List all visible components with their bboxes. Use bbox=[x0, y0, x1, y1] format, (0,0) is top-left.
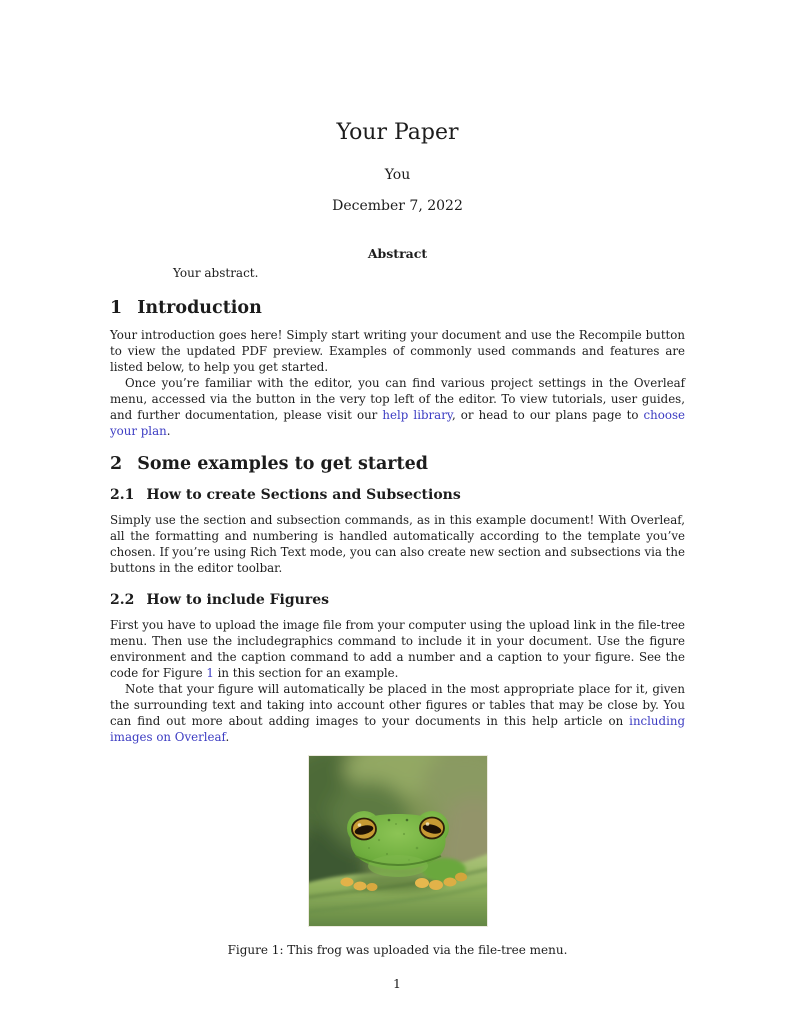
figure-block bbox=[110, 755, 685, 958]
paragraph bbox=[110, 375, 685, 439]
paragraph-text: Your introduction goes here! Simply start writing your document and use the Recompile button to view the updated PDF preview. Examples of commonly used commands and features are listed below, to help you get started. bbox=[110, 328, 685, 374]
paragraph-text: in this section for an example. bbox=[213, 666, 399, 680]
paragraph bbox=[110, 512, 685, 576]
section-title: Introduction bbox=[137, 298, 262, 318]
paragraph-text: . bbox=[166, 424, 171, 438]
paragraph-text: Once you’re familiar with the editor, you can find various project settings in the Overleaf menu, accessed via the button in the very top left of the editor. To view tutorials, user guides, and further documentation, please visit our bbox=[110, 376, 685, 422]
paragraph-text: Note that your figure will automatically be placed in the most appropriate place for it, given the surrounding text and taking into account other figures or tables that may be close by. You can find out more about adding images to your documents in this help article on bbox=[110, 682, 685, 728]
section-heading-examples bbox=[110, 453, 685, 475]
abstract-text: Your abstract. bbox=[173, 266, 259, 280]
figure-1-reference-link[interactable]: 1 bbox=[206, 666, 214, 680]
subsection-heading-figures bbox=[110, 592, 685, 609]
paragraph-text: . bbox=[225, 730, 230, 744]
section-heading-introduction bbox=[110, 297, 685, 319]
subsection-number: 2.2 bbox=[110, 592, 135, 608]
including-images-link[interactable]: including images on Overleaf bbox=[110, 714, 685, 744]
document-date: December 7, 2022 bbox=[332, 198, 463, 214]
abstract-heading: Abstract bbox=[367, 246, 428, 261]
frog-photo bbox=[308, 755, 488, 927]
subsection-title: How to create Sections and Subsections bbox=[146, 487, 461, 503]
title-block bbox=[110, 0, 685, 215]
paragraph bbox=[110, 617, 685, 681]
frog-nostril bbox=[405, 819, 408, 822]
choose-your-plan-link[interactable]: choose your plan bbox=[110, 408, 685, 438]
subsection-title: How to include Figures bbox=[146, 592, 330, 608]
page-title: Your Paper bbox=[336, 120, 459, 145]
frog-left-eye bbox=[352, 819, 376, 840]
author-name: You bbox=[384, 167, 411, 183]
section-number: 1 bbox=[110, 298, 123, 318]
section-number: 2 bbox=[110, 454, 123, 474]
section-title: Some examples to get started bbox=[137, 454, 428, 474]
frog-photo-art bbox=[309, 756, 487, 926]
figure-caption: Figure 1: This frog was uploaded via the file-tree menu. bbox=[227, 943, 568, 957]
paragraph bbox=[110, 681, 685, 745]
subsection-heading-sections bbox=[110, 487, 685, 504]
paragraph bbox=[110, 327, 685, 375]
frog-right-eye bbox=[420, 818, 444, 839]
paragraph-text: , or head to our plans page to bbox=[451, 408, 644, 422]
paragraph-text: Simply use the section and subsection commands, as in this example document! With Overleaf, all the formatting and numbering is handled automatically according to the template you’ve chosen. If you’re using Rich Text mode, you can also create new section and subsections via the buttons in the editor toolbar. bbox=[110, 513, 685, 575]
help-library-link[interactable]: help library bbox=[382, 408, 452, 422]
paragraph-text: First you have to upload the image file from your computer using the upload link in the file-tree menu. Then use the includegraphics command to include it in your document. Use the figure environment and the caption command to add a number and a caption to your figure. See the code for Figure bbox=[110, 618, 685, 680]
frog-nostril bbox=[387, 819, 390, 822]
subsection-number: 2.1 bbox=[110, 487, 135, 503]
page-number: 1 bbox=[393, 976, 401, 991]
